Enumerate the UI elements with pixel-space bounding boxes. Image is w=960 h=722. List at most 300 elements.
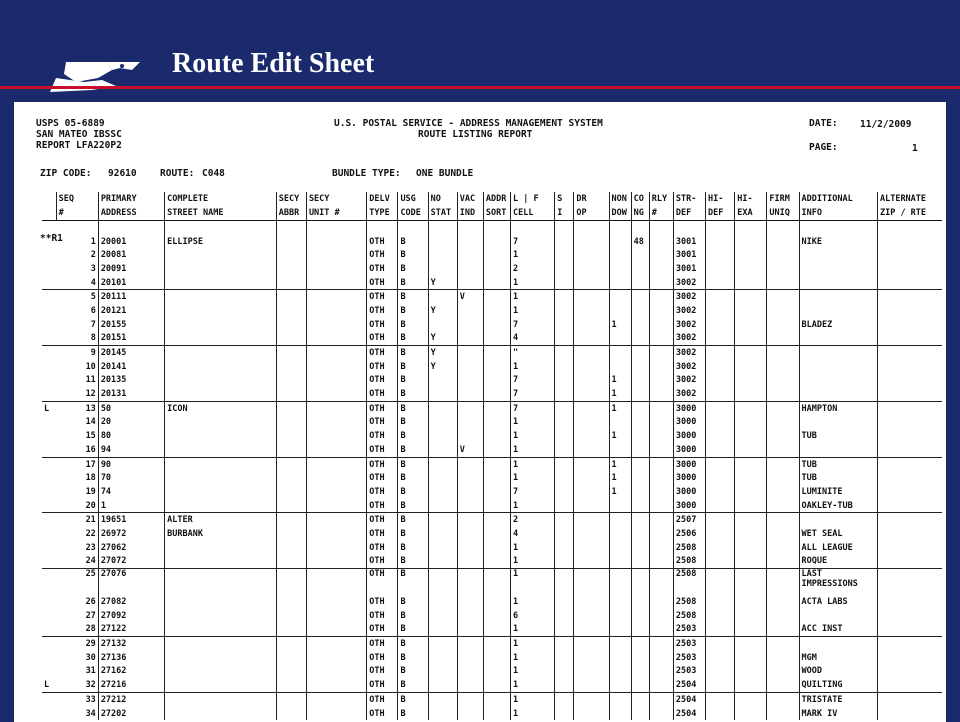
cell-seq: 28 [85, 624, 96, 635]
cell-l [42, 374, 56, 388]
cell-cong [631, 318, 649, 332]
cell-info [799, 276, 877, 290]
cell-nostat [428, 707, 457, 721]
cell-str: 3002 [673, 276, 705, 290]
column-header: ADDR [483, 192, 510, 206]
cell-street: ALTER [165, 513, 277, 527]
table-row [42, 651, 942, 665]
table-cell [767, 609, 799, 623]
table-cell [555, 290, 574, 304]
cell-delv: OTH [367, 318, 398, 332]
cell-delv: OTH [367, 693, 398, 707]
table-row [42, 693, 942, 707]
table-cell [574, 387, 609, 401]
cell-str: 3002 [673, 304, 705, 318]
cell-usg: B [398, 499, 428, 513]
cell-delv: OTH [367, 665, 398, 679]
cell-nondow [609, 651, 631, 665]
table-cell [649, 276, 673, 290]
cell-cell: " [511, 346, 555, 360]
column-header: ALTERNATE [877, 192, 942, 206]
table-row [42, 609, 942, 623]
cell-vac [457, 637, 483, 651]
cell-str: 2503 [673, 637, 705, 651]
cell-cell: 7 [511, 235, 555, 249]
table-row [42, 360, 942, 374]
cell-seq: 24 [85, 556, 96, 567]
column-header: DEF [706, 206, 735, 221]
table-cell [428, 221, 457, 235]
column-header: NG [631, 206, 649, 221]
cell-nostat [428, 485, 457, 499]
table-cell [306, 555, 366, 569]
cell-cong [631, 665, 649, 679]
table-cell [306, 527, 366, 541]
bundle-type: ONE BUNDLE [416, 168, 474, 179]
column-header: RLY [649, 192, 673, 206]
cell-street [165, 457, 277, 471]
table-cell [767, 221, 799, 235]
cell-vac [457, 665, 483, 679]
cell-addr: 27212 [98, 693, 164, 707]
cell-str: 3000 [673, 429, 705, 443]
date-label: DATE: [809, 118, 838, 129]
cell-cong [631, 401, 649, 415]
table-cell [483, 248, 510, 262]
table-cell [649, 429, 673, 443]
table-cell [457, 221, 483, 235]
cell-street: ELLIPSE [165, 235, 277, 249]
cell-addr: 90 [98, 457, 164, 471]
cell-usg: B [398, 332, 428, 346]
cell-str: 3002 [673, 318, 705, 332]
table-cell [555, 318, 574, 332]
cell-delv: OTH [367, 332, 398, 346]
table-cell [767, 416, 799, 430]
table-header [42, 192, 942, 221]
cell-l [42, 457, 56, 471]
table-cell [649, 346, 673, 360]
table-cell [555, 276, 574, 290]
table-cell [767, 401, 799, 415]
column-header: UNIT # [306, 206, 366, 221]
column-header: NON [609, 192, 631, 206]
cell-info: HAMPTON [799, 401, 877, 415]
cell-seq: 32 [85, 680, 96, 691]
cell-nostat [428, 651, 457, 665]
cell-cong [631, 623, 649, 637]
cell-vac [457, 276, 483, 290]
table-cell [649, 637, 673, 651]
table-cell [877, 429, 942, 443]
table-cell [877, 387, 942, 401]
cell-delv: OTH [367, 276, 398, 290]
table-cell [877, 595, 942, 609]
cell-l [42, 527, 56, 541]
cell-nostat [428, 262, 457, 276]
cell-nostat [428, 429, 457, 443]
table-cell [735, 262, 767, 276]
cell-cell: 1 [511, 443, 555, 457]
table-cell [706, 235, 735, 249]
cell-cong [631, 555, 649, 569]
cell-l [42, 290, 56, 304]
column-header: STAT [428, 206, 457, 221]
table-cell [767, 651, 799, 665]
cell-nondow: 1 [609, 318, 631, 332]
table-cell [877, 248, 942, 262]
table-cell [735, 235, 767, 249]
column-header: S [555, 192, 574, 206]
cell-l [42, 637, 56, 651]
table-cell [574, 527, 609, 541]
cell-l [42, 609, 56, 623]
cell-nondow: 1 [609, 374, 631, 388]
table-cell [555, 387, 574, 401]
cell-street: ICON [165, 401, 277, 415]
table-cell [276, 401, 306, 415]
page-number: 1 [912, 143, 918, 154]
cell-street [165, 499, 277, 513]
cell-info: TUB [799, 471, 877, 485]
table-cell [877, 485, 942, 499]
table-cell [574, 262, 609, 276]
cell-str: 2508 [673, 555, 705, 569]
table-cell [735, 623, 767, 637]
table-cell [735, 637, 767, 651]
table-cell [767, 499, 799, 513]
cell-delv: OTH [367, 262, 398, 276]
table-cell [735, 527, 767, 541]
table-cell [555, 485, 574, 499]
cell-vac [457, 248, 483, 262]
cell-vac [457, 457, 483, 471]
cell-addr: 27062 [98, 541, 164, 555]
column-header: INFO [799, 206, 877, 221]
cell-nostat: Y [428, 304, 457, 318]
cell-usg: B [398, 276, 428, 290]
cell-nostat [428, 387, 457, 401]
cell-seq: 7 [90, 319, 96, 330]
cell-info: OAKLEY-TUB [799, 499, 877, 513]
table-cell [877, 262, 942, 276]
table-cell [767, 387, 799, 401]
table-cell [306, 595, 366, 609]
table-cell [306, 360, 366, 374]
cell-cong [631, 374, 649, 388]
cell-usg: B [398, 374, 428, 388]
table-cell [555, 262, 574, 276]
table-cell [574, 595, 609, 609]
column-header: DEF [673, 206, 705, 221]
table-cell [306, 499, 366, 513]
cell-info: ALL LEAGUE [799, 541, 877, 555]
table-cell [706, 513, 735, 527]
header-row [42, 206, 942, 221]
table-cell [706, 401, 735, 415]
cell-cong [631, 387, 649, 401]
cell-str: 2503 [673, 651, 705, 665]
cell-usg: B [398, 485, 428, 499]
cell-delv: OTH [367, 346, 398, 360]
cell-addr: 74 [98, 485, 164, 499]
cell-street [165, 569, 277, 596]
cell-usg: B [398, 569, 428, 596]
cell-delv: OTH [367, 374, 398, 388]
table-cell [767, 290, 799, 304]
table-cell [555, 471, 574, 485]
cell-addr: 20131 [98, 387, 164, 401]
cell-usg: B [398, 541, 428, 555]
table-cell [276, 693, 306, 707]
cell-nostat [428, 637, 457, 651]
table-cell [276, 429, 306, 443]
table-cell [276, 499, 306, 513]
table-cell [555, 678, 574, 692]
cell-delv: OTH [367, 595, 398, 609]
table-cell [574, 443, 609, 457]
table-cell [706, 693, 735, 707]
column-header: ADDITIONAL [799, 192, 877, 206]
cell-info [799, 262, 877, 276]
cell-l [42, 513, 56, 527]
table-cell [767, 693, 799, 707]
cell-cong [631, 332, 649, 346]
table-cell [735, 693, 767, 707]
cell-seq: 21 [56, 513, 98, 527]
cell-cong [631, 609, 649, 623]
cell-str: 2508 [673, 595, 705, 609]
table-cell [483, 262, 510, 276]
cell-l: L [44, 680, 50, 691]
cell-delv: OTH [367, 637, 398, 651]
table-cell [165, 221, 277, 235]
cell-l: L [42, 401, 56, 415]
cell-street [165, 332, 277, 346]
cell-street [165, 485, 277, 499]
column-header: CO [631, 192, 649, 206]
table-cell [649, 235, 673, 249]
cell-seq: 18 [85, 473, 96, 484]
cell-l [42, 595, 56, 609]
zip-label: ZIP CODE: [40, 168, 92, 179]
column-header: COMPLETE [165, 192, 277, 206]
table-cell [574, 637, 609, 651]
cell-l [42, 651, 56, 665]
table-cell [276, 360, 306, 374]
table-row [42, 623, 942, 637]
table-cell [877, 374, 942, 388]
table-cell [483, 401, 510, 415]
table-cell [574, 235, 609, 249]
table-cell [276, 304, 306, 318]
table-cell [555, 221, 574, 235]
cell-info: WOOD [799, 665, 877, 679]
route-listing-report [14, 102, 946, 722]
cell-l [42, 332, 56, 346]
table-cell [735, 290, 767, 304]
cell-info [799, 416, 877, 430]
cell-vac [457, 374, 483, 388]
table-cell [735, 457, 767, 471]
table-row [42, 637, 942, 651]
table-cell [649, 221, 673, 235]
cell-delv: OTH [367, 678, 398, 692]
column-header: DOW [609, 206, 631, 221]
table-cell [649, 609, 673, 623]
cell-nostat: Y [428, 360, 457, 374]
table-row [42, 443, 942, 457]
table-cell [276, 595, 306, 609]
cell-addr: 27132 [98, 637, 164, 651]
cell-vac [457, 707, 483, 721]
cell-seq: 31 [85, 666, 96, 677]
column-header: USG [398, 192, 428, 206]
table-cell [483, 276, 510, 290]
cell-seq: 26 [85, 597, 96, 608]
cell-vac: V [457, 290, 483, 304]
cell-street [165, 637, 277, 651]
table-row [42, 318, 942, 332]
table-cell [877, 290, 942, 304]
table-cell [555, 637, 574, 651]
table-cell [574, 374, 609, 388]
cell-info [799, 513, 877, 527]
table-cell [877, 276, 942, 290]
table-cell [877, 471, 942, 485]
table-cell [649, 332, 673, 346]
cell-street [165, 665, 277, 679]
cell-cong [631, 637, 649, 651]
table-cell [276, 637, 306, 651]
table-cell [483, 332, 510, 346]
table-cell [574, 499, 609, 513]
cell-seq: 34 [85, 708, 96, 719]
cell-nondow [609, 527, 631, 541]
table-row [42, 569, 942, 596]
table-cell [398, 221, 428, 235]
cell-cell: 1 [511, 651, 555, 665]
table-row [42, 401, 942, 415]
cell-addr: 80 [98, 429, 164, 443]
table-cell [649, 374, 673, 388]
cell-info [799, 443, 877, 457]
cell-street [165, 541, 277, 555]
table-row [42, 304, 942, 318]
column-header: DR [574, 192, 609, 206]
table-cell [706, 555, 735, 569]
cell-addr: 94 [98, 443, 164, 457]
cell-street: BURBANK [165, 527, 277, 541]
table-cell [649, 569, 673, 596]
cell-cong [631, 595, 649, 609]
cell-l [42, 318, 56, 332]
table-cell [767, 248, 799, 262]
table-cell [735, 541, 767, 555]
cell-addr: 1 [98, 499, 164, 513]
cell-nostat [428, 678, 457, 692]
cell-delv: OTH [367, 707, 398, 721]
table-cell [574, 416, 609, 430]
cell-street [165, 290, 277, 304]
cell-cong [631, 290, 649, 304]
table-cell [555, 541, 574, 555]
cell-vac [457, 485, 483, 499]
table-cell [276, 318, 306, 332]
table-body [42, 221, 942, 721]
cell-addr: 27216 [98, 678, 164, 692]
cell-info [799, 360, 877, 374]
cell-addr: 50 [98, 401, 164, 415]
table-cell [306, 678, 366, 692]
cell-delv: OTH [367, 513, 398, 527]
cell-vac [457, 471, 483, 485]
cell-l [42, 485, 56, 499]
cell-usg: B [398, 318, 428, 332]
cell-l [42, 569, 56, 596]
table-cell [483, 346, 510, 360]
cell-cell: 1 [511, 555, 555, 569]
table-cell [574, 693, 609, 707]
cell-info: WET SEAL [799, 527, 877, 541]
cell-usg: B [398, 360, 428, 374]
cell-l [42, 416, 56, 430]
table-row [42, 485, 942, 499]
cell-cell: 4 [511, 527, 555, 541]
cell-info: ACC INST [799, 623, 877, 637]
column-header: HI- [735, 192, 767, 206]
table-cell [483, 221, 510, 235]
table-cell [306, 346, 366, 360]
table-cell [649, 707, 673, 721]
cell-usg: B [398, 387, 428, 401]
table-row [42, 665, 942, 679]
cell-str: 2508 [673, 609, 705, 623]
table-cell [706, 499, 735, 513]
cell-addr: 27076 [98, 569, 164, 596]
table-cell [483, 387, 510, 401]
table-cell [877, 527, 942, 541]
table-cell [735, 471, 767, 485]
cell-street [165, 429, 277, 443]
cell-vac [457, 429, 483, 443]
cell-street [165, 346, 277, 360]
cell-cong [631, 346, 649, 360]
table-cell [673, 221, 705, 235]
table-cell [706, 429, 735, 443]
cell-str: 3000 [673, 485, 705, 499]
table-cell [555, 527, 574, 541]
cell-seq: 5 [56, 290, 98, 304]
table-row [42, 499, 942, 513]
table-cell [306, 290, 366, 304]
cell-nostat [428, 693, 457, 707]
cell-nostat [428, 416, 457, 430]
cell-usg: B [398, 693, 428, 707]
table-cell [877, 416, 942, 430]
table-cell [877, 555, 942, 569]
table-cell [555, 513, 574, 527]
cell-cell: 7 [511, 401, 555, 415]
cell-str: 2508 [673, 541, 705, 555]
table-cell [306, 569, 366, 596]
table-cell [767, 555, 799, 569]
table-cell [574, 541, 609, 555]
cell-vac [457, 623, 483, 637]
cell-nondow: 1 [609, 471, 631, 485]
cell-usg: B [398, 637, 428, 651]
table-cell [306, 429, 366, 443]
